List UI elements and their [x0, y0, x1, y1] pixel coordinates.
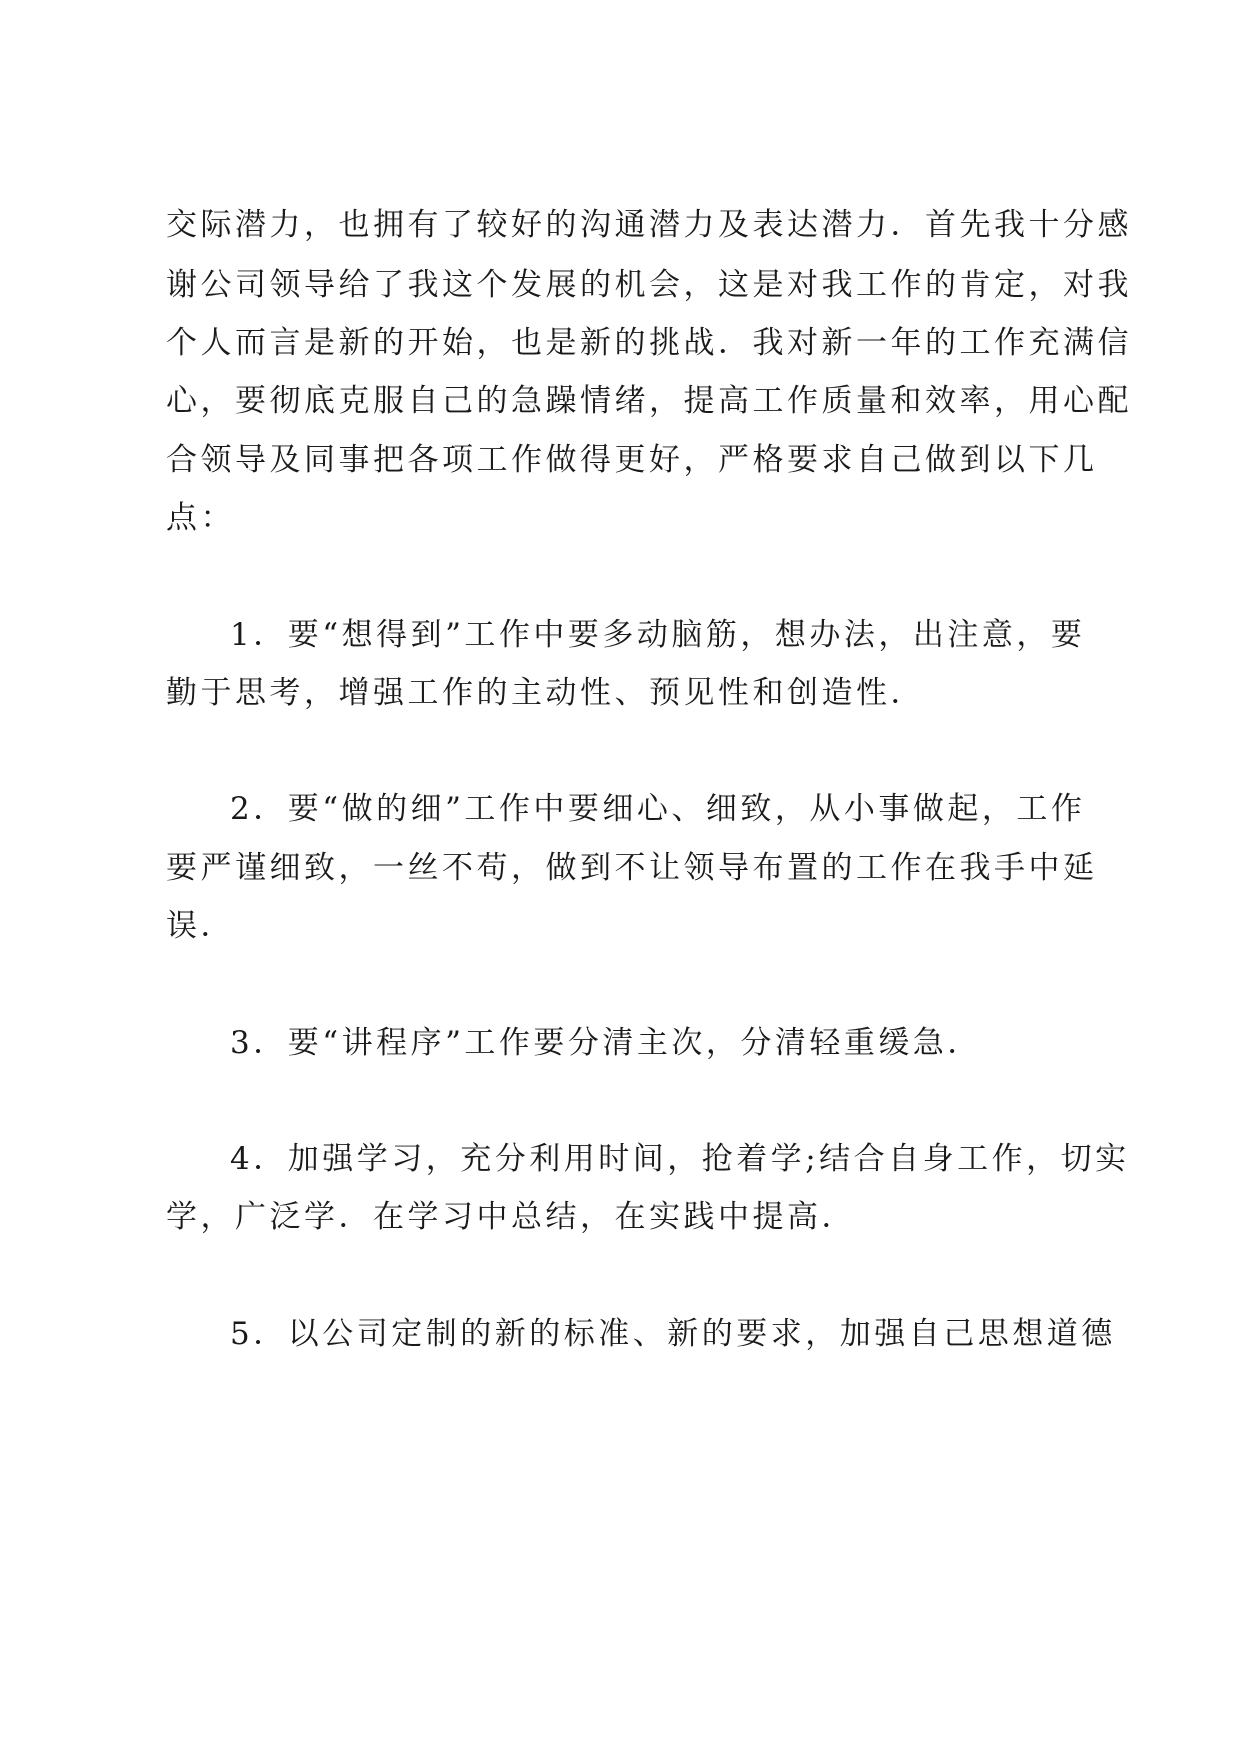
- text-line: 学，广泛学．在学习中总结，在实践中提高．: [166, 1199, 856, 1235]
- text-line: 心，要彻底克服自己的急躁情绪，提高工作质量和效率，用心配: [166, 383, 1132, 419]
- text-line: 勤于思考，增强工作的主动性、预见性和创造性．: [166, 675, 925, 711]
- text-line: 1．要“想得到”工作中要多动脑筋，想办法，出注意，要: [230, 617, 1086, 653]
- text-line: 3．要“讲程序”工作要分清主次，分清轻重缓急．: [230, 1025, 982, 1061]
- text-line: 谢公司领导给了我这个发展的机会，这是对我工作的肯定，对我: [166, 267, 1132, 303]
- text-line: 5．以公司定制的新的标准、新的要求，加强自己思想道德: [230, 1316, 1116, 1352]
- text-line: 4．加强学习，充分利用时间，抢着学;结合自身工作，切实: [230, 1141, 1130, 1177]
- text-line: 点：: [166, 500, 235, 536]
- text-line: 个人而言是新的开始，也是新的挑战．我对新一年的工作充满信: [166, 325, 1132, 361]
- text-line: 要严谨细致，一丝不苟，做到不让领导布置的工作在我手中延: [166, 850, 1098, 886]
- text-line: 交际潜力，也拥有了较好的沟通潜力及表达潜力．首先我十分感: [166, 207, 1132, 243]
- text-line: 误．: [166, 908, 235, 944]
- text-line: 合领导及同事把各项工作做得更好，严格要求自己做到以下几: [166, 442, 1098, 478]
- document-page: [166, 0, 1132, 1754]
- text-line: 2．要“做的细”工作中要细心、细致，从小事做起，工作: [230, 791, 1086, 827]
